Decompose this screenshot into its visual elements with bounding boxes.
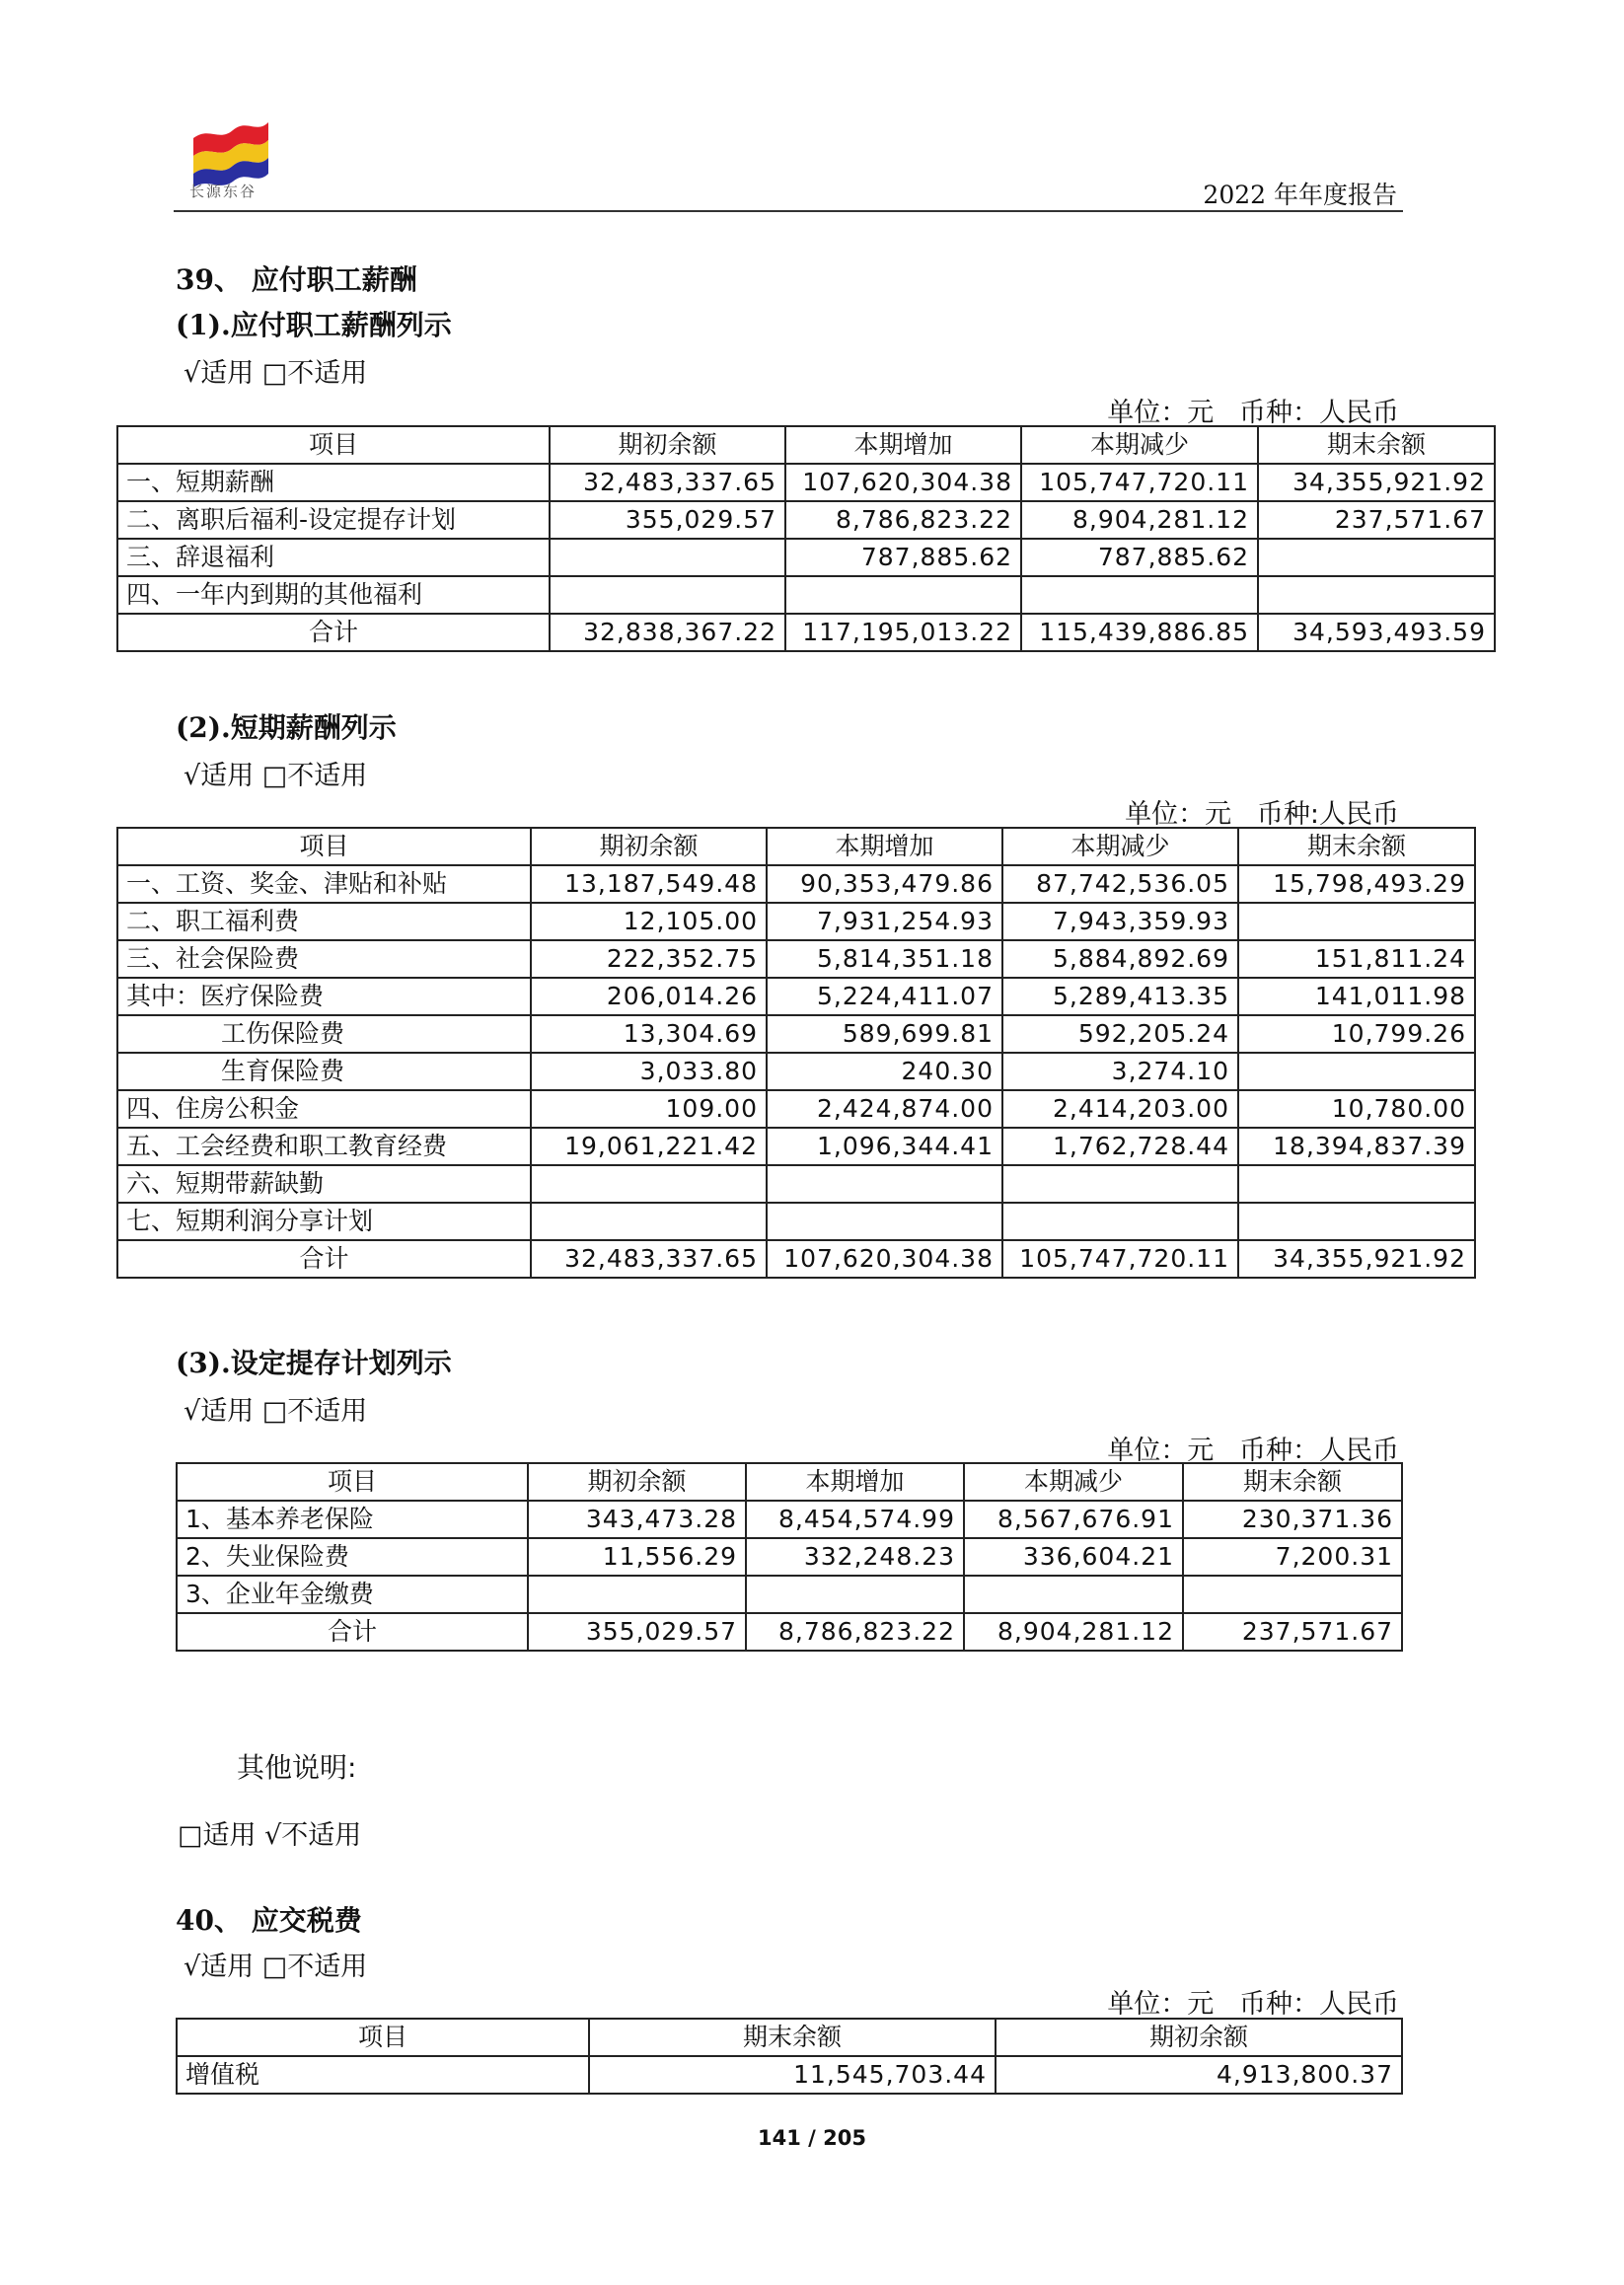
- header-divider: [174, 210, 1403, 212]
- cell-value: [531, 1165, 767, 1203]
- column-header: 本期增加: [785, 426, 1021, 464]
- cell-value: 5,289,413.35: [1002, 978, 1238, 1015]
- table-row: [117, 1240, 1475, 1278]
- cell-value: 8,454,574.99: [746, 1501, 964, 1538]
- cell-value: 32,483,337.65: [550, 464, 785, 501]
- row-label: 三、辞退福利: [117, 539, 550, 576]
- table-header-row: [177, 1463, 1402, 1501]
- cell-value: 107,620,304.38: [785, 464, 1021, 501]
- column-header: 项目: [177, 1463, 528, 1501]
- column-header: 本期减少: [964, 1463, 1183, 1501]
- column-header: 本期增加: [767, 828, 1002, 865]
- column-header: 期初余额: [550, 426, 785, 464]
- table-row: [117, 903, 1475, 940]
- cell-value: 7,943,359.93: [1002, 903, 1238, 940]
- row-label: 三、社会保险费: [117, 940, 531, 978]
- cell-value: 343,473.28: [528, 1501, 746, 1538]
- table-row: [177, 1501, 1402, 1538]
- cell-value: [767, 1203, 1002, 1240]
- cell-value: 4,913,800.37: [996, 2056, 1402, 2094]
- row-label: 合计: [117, 614, 550, 651]
- table-row: [117, 940, 1475, 978]
- cell-value: [550, 576, 785, 614]
- cell-value: [1258, 539, 1495, 576]
- cell-value: 141,011.98: [1238, 978, 1475, 1015]
- cell-value: 18,394,837.39: [1238, 1128, 1475, 1165]
- logo-text: 长源东谷: [189, 183, 258, 200]
- column-header: 期末余额: [589, 2019, 996, 2056]
- cell-value: 151,811.24: [1238, 940, 1475, 978]
- cell-value: [1238, 1203, 1475, 1240]
- cell-value: 105,747,720.11: [1002, 1240, 1238, 1278]
- row-label: 四、住房公积金: [117, 1090, 531, 1128]
- cell-value: 230,371.36: [1183, 1501, 1402, 1538]
- cell-value: [1238, 1053, 1475, 1090]
- subsection-3-unit: 单位：元 币种：人民币: [1107, 1436, 1399, 1466]
- column-header: 本期减少: [1002, 828, 1238, 865]
- cell-value: 8,786,823.22: [785, 501, 1021, 539]
- cell-value: 240.30: [767, 1053, 1002, 1090]
- cell-value: 13,187,549.48: [531, 865, 767, 903]
- cell-value: 8,786,823.22: [746, 1613, 964, 1651]
- row-label: 六、短期带薪缺勤: [117, 1165, 531, 1203]
- cell-value: [746, 1576, 964, 1613]
- table-short-term-compensation: [116, 827, 1476, 1279]
- cell-value: 34,355,921.92: [1238, 1240, 1475, 1278]
- cell-value: 336,604.21: [964, 1538, 1183, 1576]
- table-row: [117, 1165, 1475, 1203]
- table-defined-contribution-plan: [176, 1462, 1403, 1652]
- row-label: 3、企业年金缴费: [177, 1576, 528, 1613]
- cell-value: 34,593,493.59: [1258, 614, 1495, 651]
- cell-value: 355,029.57: [528, 1613, 746, 1651]
- cell-value: 5,884,892.69: [1002, 940, 1238, 978]
- cell-value: 3,033.80: [531, 1053, 767, 1090]
- column-header: 期初余额: [531, 828, 767, 865]
- cell-value: 10,780.00: [1238, 1090, 1475, 1128]
- report-title: 2022 年年度报告: [1203, 181, 1397, 209]
- table-row: [117, 1015, 1475, 1053]
- row-label: 七、短期利润分享计划: [117, 1203, 531, 1240]
- table-row: [117, 1053, 1475, 1090]
- row-label: 一、短期薪酬: [117, 464, 550, 501]
- cell-value: [767, 1165, 1002, 1203]
- subsection-1-title: (1).应付职工薪酬列示: [176, 309, 452, 341]
- column-header: 本期减少: [1021, 426, 1258, 464]
- subsection-2-title: (2).短期薪酬列示: [176, 711, 397, 744]
- cell-value: [785, 576, 1021, 614]
- section-39-title: 39、 应付职工薪酬: [176, 263, 417, 296]
- cell-value: 206,014.26: [531, 978, 767, 1015]
- table-row: [117, 501, 1495, 539]
- cell-value: 237,571.67: [1258, 501, 1495, 539]
- subsection-1-applicable: √适用 □不适用: [184, 358, 368, 389]
- table-row: [117, 614, 1495, 651]
- cell-value: 117,195,013.22: [785, 614, 1021, 651]
- cell-value: 11,556.29: [528, 1538, 746, 1576]
- table-row: [117, 1090, 1475, 1128]
- table-row: [117, 464, 1495, 501]
- section-40-title: 40、 应交税费: [176, 1904, 362, 1937]
- row-label: 二、离职后福利-设定提存计划: [117, 501, 550, 539]
- subsection-3-title: (3).设定提存计划列示: [176, 1347, 452, 1379]
- cell-value: 3,274.10: [1002, 1053, 1238, 1090]
- cell-value: 5,814,351.18: [767, 940, 1002, 978]
- row-label: 其中：医疗保险费: [117, 978, 531, 1015]
- table-header-row: [177, 2019, 1402, 2056]
- table-row: [177, 1576, 1402, 1613]
- column-header: 期初余额: [996, 2019, 1402, 2056]
- row-label: 一、工资、奖金、津贴和补贴: [117, 865, 531, 903]
- cell-value: 2,424,874.00: [767, 1090, 1002, 1128]
- table-row: [117, 576, 1495, 614]
- table-header-row: [117, 426, 1495, 464]
- row-label: 五、工会经费和职工教育经费: [117, 1128, 531, 1165]
- table-row: [117, 865, 1475, 903]
- subsection-2-applicable: √适用 □不适用: [184, 761, 368, 791]
- cell-value: 222,352.75: [531, 940, 767, 978]
- row-label: 工伤保险费: [117, 1015, 531, 1053]
- cell-value: [1021, 576, 1258, 614]
- column-header: 项目: [177, 2019, 589, 2056]
- table-employee-payable: [116, 425, 1496, 652]
- cell-value: [1238, 903, 1475, 940]
- cell-value: [1238, 1165, 1475, 1203]
- row-label: 增值税: [177, 2056, 589, 2094]
- cell-value: 7,200.31: [1183, 1538, 1402, 1576]
- table-row: [177, 1613, 1402, 1651]
- column-header: 期末余额: [1258, 426, 1495, 464]
- cell-value: 2,414,203.00: [1002, 1090, 1238, 1128]
- cell-value: 10,799.26: [1238, 1015, 1475, 1053]
- cell-value: 237,571.67: [1183, 1613, 1402, 1651]
- cell-value: 105,747,720.11: [1021, 464, 1258, 501]
- cell-value: 8,904,281.12: [1021, 501, 1258, 539]
- cell-value: 87,742,536.05: [1002, 865, 1238, 903]
- cell-value: 32,483,337.65: [531, 1240, 767, 1278]
- row-label: 合计: [177, 1613, 528, 1651]
- other-notes-title: 其他说明:: [237, 1751, 357, 1784]
- row-label: 二、职工福利费: [117, 903, 531, 940]
- table-row: [177, 1538, 1402, 1576]
- subsection-3-applicable: √适用 □不适用: [184, 1396, 368, 1427]
- cell-value: [531, 1203, 767, 1240]
- table-row: [117, 1128, 1475, 1165]
- cell-value: 19,061,221.42: [531, 1128, 767, 1165]
- row-label: 生育保险费: [117, 1053, 531, 1090]
- cell-value: 332,248.23: [746, 1538, 964, 1576]
- cell-value: 32,838,367.22: [550, 614, 785, 651]
- section-40-unit: 单位：元 币种：人民币: [1107, 1989, 1399, 2020]
- cell-value: [528, 1576, 746, 1613]
- cell-value: [964, 1576, 1183, 1613]
- subsection-2-unit: 单位：元 币种:人民币: [1125, 799, 1399, 830]
- table-row: [117, 1203, 1475, 1240]
- row-label: 合计: [117, 1240, 531, 1278]
- row-label: 2、失业保险费: [177, 1538, 528, 1576]
- table-row: [177, 2056, 1402, 2094]
- other-notes-applicable: □适用 √不适用: [178, 1820, 362, 1851]
- row-label: 1、基本养老保险: [177, 1501, 528, 1538]
- column-header: 期末余额: [1183, 1463, 1402, 1501]
- table-row: [117, 978, 1475, 1015]
- subsection-1-unit: 单位：元 币种：人民币: [1107, 398, 1399, 428]
- cell-value: 109.00: [531, 1090, 767, 1128]
- cell-value: 11,545,703.44: [589, 2056, 996, 2094]
- column-header: 期初余额: [528, 1463, 746, 1501]
- cell-value: 115,439,886.85: [1021, 614, 1258, 651]
- cell-value: 355,029.57: [550, 501, 785, 539]
- cell-value: 8,904,281.12: [964, 1613, 1183, 1651]
- cell-value: 15,798,493.29: [1238, 865, 1475, 903]
- cell-value: 12,105.00: [531, 903, 767, 940]
- cell-value: 34,355,921.92: [1258, 464, 1495, 501]
- cell-value: 13,304.69: [531, 1015, 767, 1053]
- cell-value: [1002, 1203, 1238, 1240]
- cell-value: 1,096,344.41: [767, 1128, 1002, 1165]
- cell-value: 1,762,728.44: [1002, 1128, 1238, 1165]
- cell-value: 787,885.62: [1021, 539, 1258, 576]
- cell-value: [1002, 1165, 1238, 1203]
- column-header: 项目: [117, 426, 550, 464]
- cell-value: 107,620,304.38: [767, 1240, 1002, 1278]
- cell-value: [550, 539, 785, 576]
- cell-value: [1183, 1576, 1402, 1613]
- cell-value: 90,353,479.86: [767, 865, 1002, 903]
- page-number: 141 / 205: [758, 2126, 866, 2150]
- column-header: 项目: [117, 828, 531, 865]
- table-header-row: [117, 828, 1475, 865]
- cell-value: 8,567,676.91: [964, 1501, 1183, 1538]
- cell-value: [1258, 576, 1495, 614]
- column-header: 期末余额: [1238, 828, 1475, 865]
- table-row: [117, 539, 1495, 576]
- row-label: 四、一年内到期的其他福利: [117, 576, 550, 614]
- cell-value: 7,931,254.93: [767, 903, 1002, 940]
- cell-value: 592,205.24: [1002, 1015, 1238, 1053]
- cell-value: 589,699.81: [767, 1015, 1002, 1053]
- section-40-applicable: √适用 □不适用: [184, 1952, 368, 1982]
- cell-value: 5,224,411.07: [767, 978, 1002, 1015]
- table-taxes-payable: [176, 2018, 1403, 2095]
- cell-value: 787,885.62: [785, 539, 1021, 576]
- column-header: 本期增加: [746, 1463, 964, 1501]
